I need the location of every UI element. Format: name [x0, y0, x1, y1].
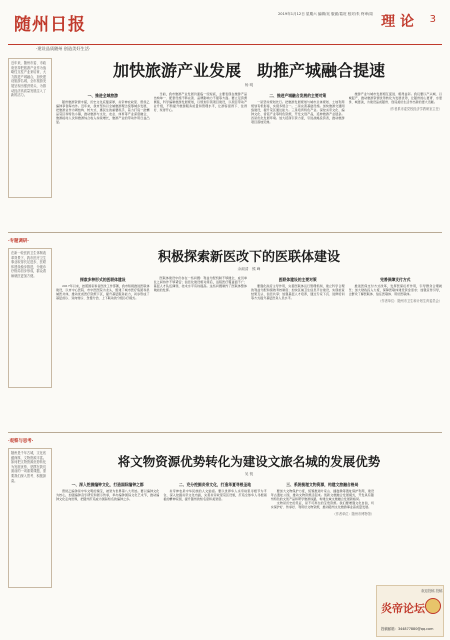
article-1-col-4 [349, 92, 443, 232]
masthead-logo: 随州日报 [14, 15, 86, 35]
article-3-summary: 随州是千年古城，文化底蕴深厚，文物资源丰富。如何把文物资源优势转化为发展优势，是摆在我们面前的一项重要课题，需要我们深入思考、积极探索。 [11, 451, 47, 483]
article-2-summary-box [8, 248, 52, 388]
article-3-paragraph: 曾侯乙编钟是中华文明的瑰宝，被誉为世界第八大奇迹。要以编钟文化为核心，加强编钟音乐研究和展示传承，举办编钟国际文化艺术节，推动编钟文化走向世界，把随州打造成为国际知名的编钟之乡。 [56, 489, 160, 502]
divider [8, 432, 442, 433]
article-3-col-3 [271, 481, 374, 631]
column-tagline: ·建设品质随州 创造美好生活· [36, 46, 91, 51]
article-2-headline: 积极探索新医改下的医联体建设 [157, 250, 340, 265]
article-2-summary: 在新一轮医药卫生体制改革背景下，我市医疗卫生事业取得长足进步，医联体建设稳步推进，分级诊疗格局初步形成，群众看病就医更加方便。 [11, 251, 47, 278]
article-2-tag: ·专题调研· [8, 239, 29, 244]
article-2-rail [8, 238, 52, 388]
article-1-rail [8, 58, 52, 208]
article-1-summary-box [8, 58, 52, 198]
article-1-paragraph: 一是坚持规划先行。把旅游发展规划与城市总体规划、土地利用规划有机衔接，实现多规合一。二是完善基础设施。加快旅游交通网络建设，提升景区通达能力。三是培育特色产业。深挖炎帝文化、编钟文化、香菇产业等特色资源，开发文创产品，延伸旅游产业链条。四是优化发展环境。加大招商引资力度，引进战略投资者，推动旅游项目落地见效。 [251, 100, 345, 125]
article-2-col-2 [154, 276, 248, 436]
article-2 [56, 246, 442, 436]
article-2-col-4 [349, 276, 443, 436]
article-3-paragraph: 炎帝神农是中华民族的人文始祖。要以世界华人炎帝故里寻根节为平台，深入挖掘炎帝文化内涵，完善炎帝故里景区设施，打造全球华人寻根谒祖的精神家园，提升随州的知名度和美誉度。 [163, 489, 267, 502]
section-title: 理 论 [381, 14, 414, 30]
article-1-section-heading: 二、推进产城融合发展的主要对策 [269, 93, 327, 98]
article-1-paragraph: 旅游产业与城市发展相互促进、相得益彰。我们要以产兴城、以城促产，推动旅游资源优势转化为发展优势，让随州的山更青、水更绿、城更美，为建设品质随州、创造美好生活作出新的更大贡献。 [348, 92, 442, 105]
article-1-byline: 杨 明 [244, 83, 254, 87]
article-3-rail [8, 438, 52, 588]
article-1 [56, 58, 442, 228]
article-1-col-2 [154, 92, 248, 232]
article-3-section-heading: 三、系统梳理文物资源，构建文旅融合格局 [286, 482, 359, 487]
article-3-headline: 将文物资源优势转化为建设文旅名城的发展优势 [117, 454, 381, 469]
divider [8, 232, 442, 233]
article-2-col-3 [251, 276, 345, 436]
article-3-body [56, 481, 374, 631]
article-2-section-heading: 探索多种形式的医联体建设 [79, 277, 126, 282]
article-3-tag: ·观察与思考· [8, 439, 34, 444]
article-1-paragraph: 随州旅游资源丰富，历史文化底蕴深厚，炎帝神农故里、曾侯乙编钟享誉海内外。近年来，我市坚持以全域旅游理念统筹城乡发展，把旅游业作为调结构、转方式、惠民生的重要抓手，着力打造一批精品景区和特色小镇，推动旅游与文化、农业、体育等产业深度融合，旅游接待人次和旅游综合收入持续增长，旅游产业的带动作用日益凸显。 [56, 100, 150, 125]
article-1-author-note: （作者系市委党校经济学教研室主任） [387, 107, 442, 112]
masthead [8, 6, 442, 45]
article-2-paragraph: 2017年以来，按照国家和省医改工作部署，我市积极推进医联体建设，以市中心医院、市中医医院为龙头，组建了城市医疗集团和县域医共体，推动优质医疗资源下沉，提升基层服务能力，初步形成了基层首诊、双向转诊、急慢分治、上下联动的分级诊疗模式。 [56, 284, 150, 301]
article-2-paragraph: 推进医保支付方式改革，发挥医保杠杆作用，引导群众合理就医；加大财政投入力度，保障医联体建设资金需求；加强宣传引导，让群众了解医联体、信任医联体、用好医联体。 [348, 284, 442, 297]
article-2-col-1 [56, 276, 150, 436]
article-3-summary-box [8, 448, 52, 588]
article-3-section-heading: 二、充分挖掘炎帝文化，打造华夏寻根圣地 [178, 482, 252, 487]
article-1-body [56, 92, 442, 232]
article-1-col-1 [56, 92, 150, 232]
article-3-section-heading: 一、深入挖掘编钟文化，打造国际编钟之都 [71, 482, 144, 487]
article-2-section-heading: 医联体建设的主要对策 [278, 277, 317, 282]
promo-subtitle: 欢迎投稿 投稿 [421, 589, 443, 593]
article-1-paragraph: 当前，我市旅游产业发展仍面临一些短板，主要表现在旅游产品结构单一、配套设施不够完善、品牌影响力不强等方面。要立足资源禀赋，科学编制旅游发展规划，以规划引领项目建设，以项目带动产业升级，不断提升旅游服务质量和管理水平，让游客留得下、住得好、玩得开心。 [153, 92, 247, 113]
article-3-author-note: （作者单位：随州市博物馆） [332, 512, 374, 517]
article-2-byline: 余淑清 熊 峰 [237, 267, 261, 271]
page-number: 3 [429, 14, 436, 25]
article-2-paragraph: 要强化政府主导作用，完善医联体运行管理机制，建立科学合理的利益分配和绩效考核制度；加快区域卫生信息平台建设，实现检查结果互认、信息共享；加强基层人才培养，通过专家下沉、进修培训等方式提升基层医务人员水平。 [251, 284, 345, 301]
article-1-section-heading: 一、推进全域旅游 [87, 93, 118, 98]
article-1-headline: 加快旅游产业发展 助推产城融合提速 [112, 61, 385, 80]
article-1-col-3 [251, 92, 345, 232]
article-3-paragraph: 文物是历史的见证，是不可再生的宝贵资源。我们要增强文化自信，切实保护好、传承好、利用好文物资源，推动随州文化旅游事业高质量发展。 [270, 501, 374, 510]
article-2-author-note: （作者单位：随州市卫生和计划生育委员会） [378, 299, 442, 304]
masthead-meta: 2019年1月12日 星期六 编辑/吴 版面/葛旺 校对/朱 终审/周 [278, 12, 373, 16]
forum-promo-box [376, 585, 444, 637]
article-2-paragraph: 医联体建设中仍存在一些问题：利益分配机制不够健全，成员单位之间协作不够紧密；信息化建设相对滞后，远程医疗覆盖面不广；基层人才队伍薄弱，技术水平有待提高。这些问题制约了医联体整体效能的发挥。 [153, 276, 247, 293]
promo-contact: 投稿邮箱：344877880@qq.com [381, 627, 434, 631]
article-2-section-heading: 完善保障支付方式 [380, 277, 411, 282]
article-3-paragraph: 要加大文物保护力度，统筹推进叶家山、擂鼓墩等遗址保护利用，建设考古遗址公园，推动文物资源活起来。创新文旅融合发展模式，开发具有随州特色的文创产品和研学旅游线路，构建全域文旅融合发展新格局。 [270, 489, 374, 502]
seal-icon [425, 598, 441, 614]
article-3-col-1 [56, 481, 159, 631]
article-3-byline: 吴 锐 [244, 472, 254, 476]
article-2-body [56, 276, 442, 436]
article-1-summary: 近年来，随州市委、市政府坚持把旅游产业作为战略性支柱产业来培育，大力推进产城融合，加快建设旅游名城，全市旅游发展呈现出强劲势头，为推动经济高质量发展注入了新的活力。 [11, 61, 47, 98]
promo-title: 炎帝论坛 [381, 602, 425, 615]
article-3-col-2 [163, 481, 266, 631]
